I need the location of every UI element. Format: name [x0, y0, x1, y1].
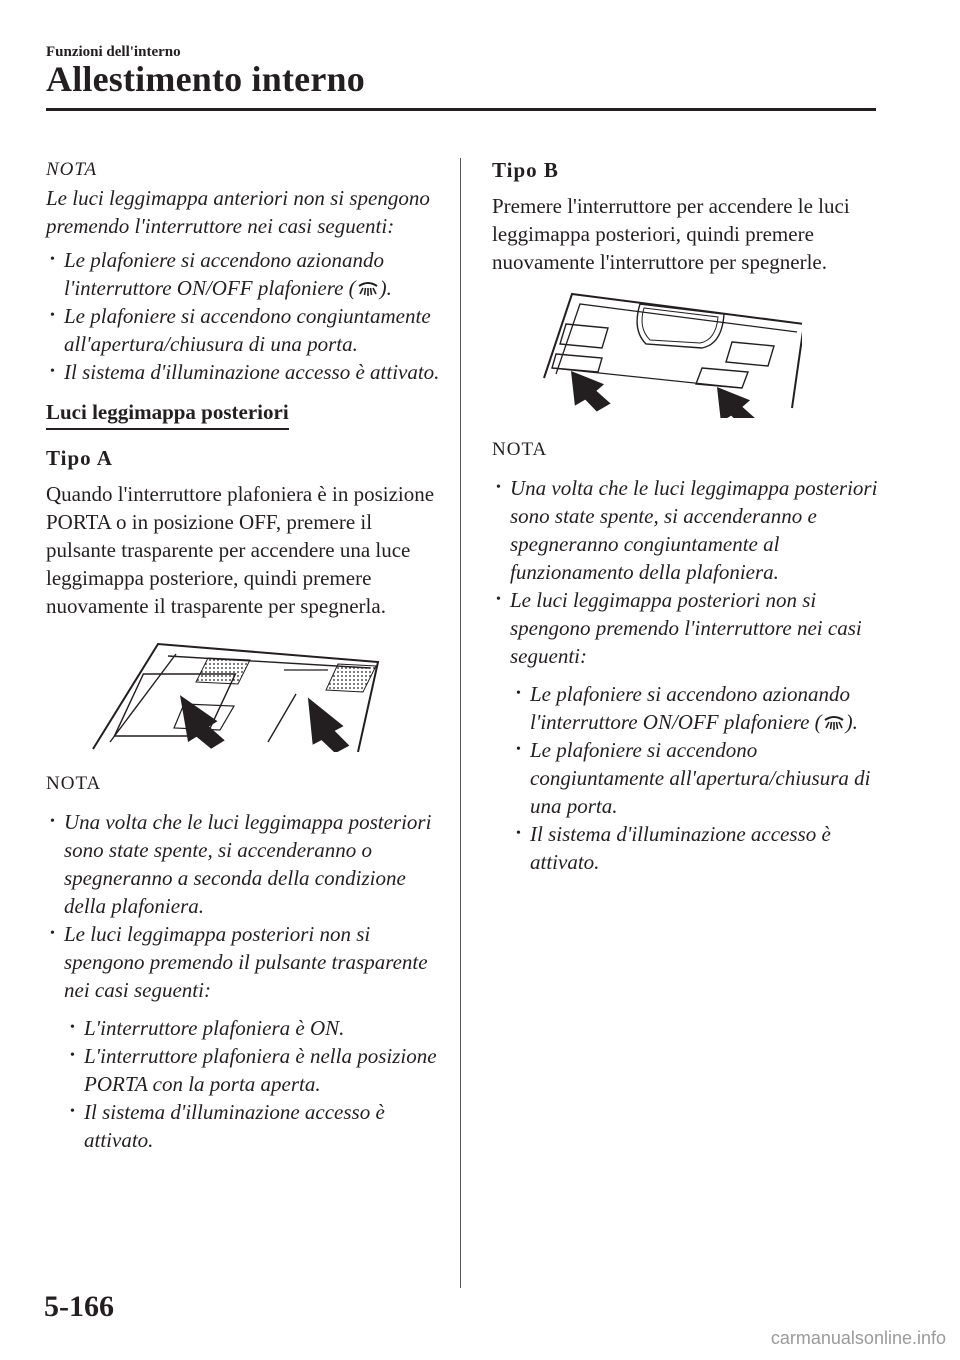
column-divider: [460, 158, 461, 1288]
type-b-title: Tipo B: [492, 158, 559, 182]
type-a-illustration: [88, 634, 388, 752]
nota-sub-bullet-list: [492, 680, 887, 876]
nota-text: Le luci leggimappa anteriori non si spengono premendo l'interruttore nei casi seguenti:: [46, 186, 430, 238]
left-column: [46, 156, 441, 1154]
nota-sub-bullet-list: [46, 1014, 441, 1154]
type-b-illustration: [542, 290, 802, 418]
interior-lamp-icon: [822, 715, 846, 731]
list-item: • Il sistema d'illuminazione accesso è attivato.: [66, 1098, 441, 1154]
nota-bullet-list: [46, 246, 441, 386]
interior-lamp-icon: [356, 281, 380, 297]
list-item: • Una volta che le luci leggimappa posteriori sono state spente, si accenderanno o spegneranno a seconda della condizione della plafoniera.: [46, 808, 441, 920]
nota-label: NOTA: [46, 159, 98, 180]
list-item: • L'interruttore plafoniera è ON.: [66, 1014, 441, 1042]
type-a-text: Quando l'interruttore plafoniera è in posizione PORTA o in posizione OFF, premere il pulsante trasparente per accendere una luce leggimappa posteriore, quindi premere nuovamente il trasparente per spegnerla.: [46, 482, 435, 618]
list-item: • L'interruttore plafoniera è nella posizione PORTA con la porta aperta.: [66, 1042, 441, 1098]
header-rule: [46, 108, 876, 111]
list-item: • Il sistema d'illuminazione accesso è attivato.: [512, 820, 887, 876]
list-item: • Le luci leggimappa posteriori non si spengono premendo il pulsante trasparente nei casi seguenti:: [46, 920, 441, 1004]
list-item: • Le plafoniere si accendono azionando l'interruttore ON/OFF plafoniere ( ).: [46, 246, 441, 302]
list-item: • Le plafoniere si accendono azionando l'interruttore ON/OFF plafoniere ( ).: [512, 680, 887, 736]
watermark: carmanualsonline.info: [770, 1328, 946, 1348]
type-a-title: Tipo A: [46, 446, 113, 470]
header-section: Funzioni dell'interno: [46, 44, 181, 60]
list-item: • Le plafoniere si accendono congiuntamente all'apertura/chiusura di una porta.: [512, 736, 887, 820]
list-item: • Il sistema d'illuminazione accesso è attivato.: [46, 358, 441, 386]
list-item: • Una volta che le luci leggimappa posteriori sono state spente, si accenderanno e spegneranno congiuntamente al funzionamento della plafoniera.: [492, 474, 887, 586]
nota-label: NOTA: [492, 439, 548, 460]
list-item: • Le luci leggimappa posteriori non si spengono premendo l'interruttore nei casi seguenti:: [492, 586, 887, 670]
list-item: • Le plafoniere si accendono congiuntamente all'apertura/chiusura di una porta.: [46, 302, 441, 358]
nota-label: NOTA: [46, 773, 102, 794]
type-b-text: Premere l'interruttore per accendere le luci leggimappa posteriori, quindi premere nuovamente l'interruttore per spegnerle.: [492, 194, 850, 274]
page-number: 5-166: [44, 1290, 114, 1323]
nota-bullet-list: [46, 808, 441, 1004]
right-column: [492, 156, 887, 876]
nota-bullet-list: [492, 474, 887, 670]
page-title: Allestimento interno: [46, 59, 365, 99]
section-title: Luci leggimappa posteriori: [46, 398, 289, 430]
